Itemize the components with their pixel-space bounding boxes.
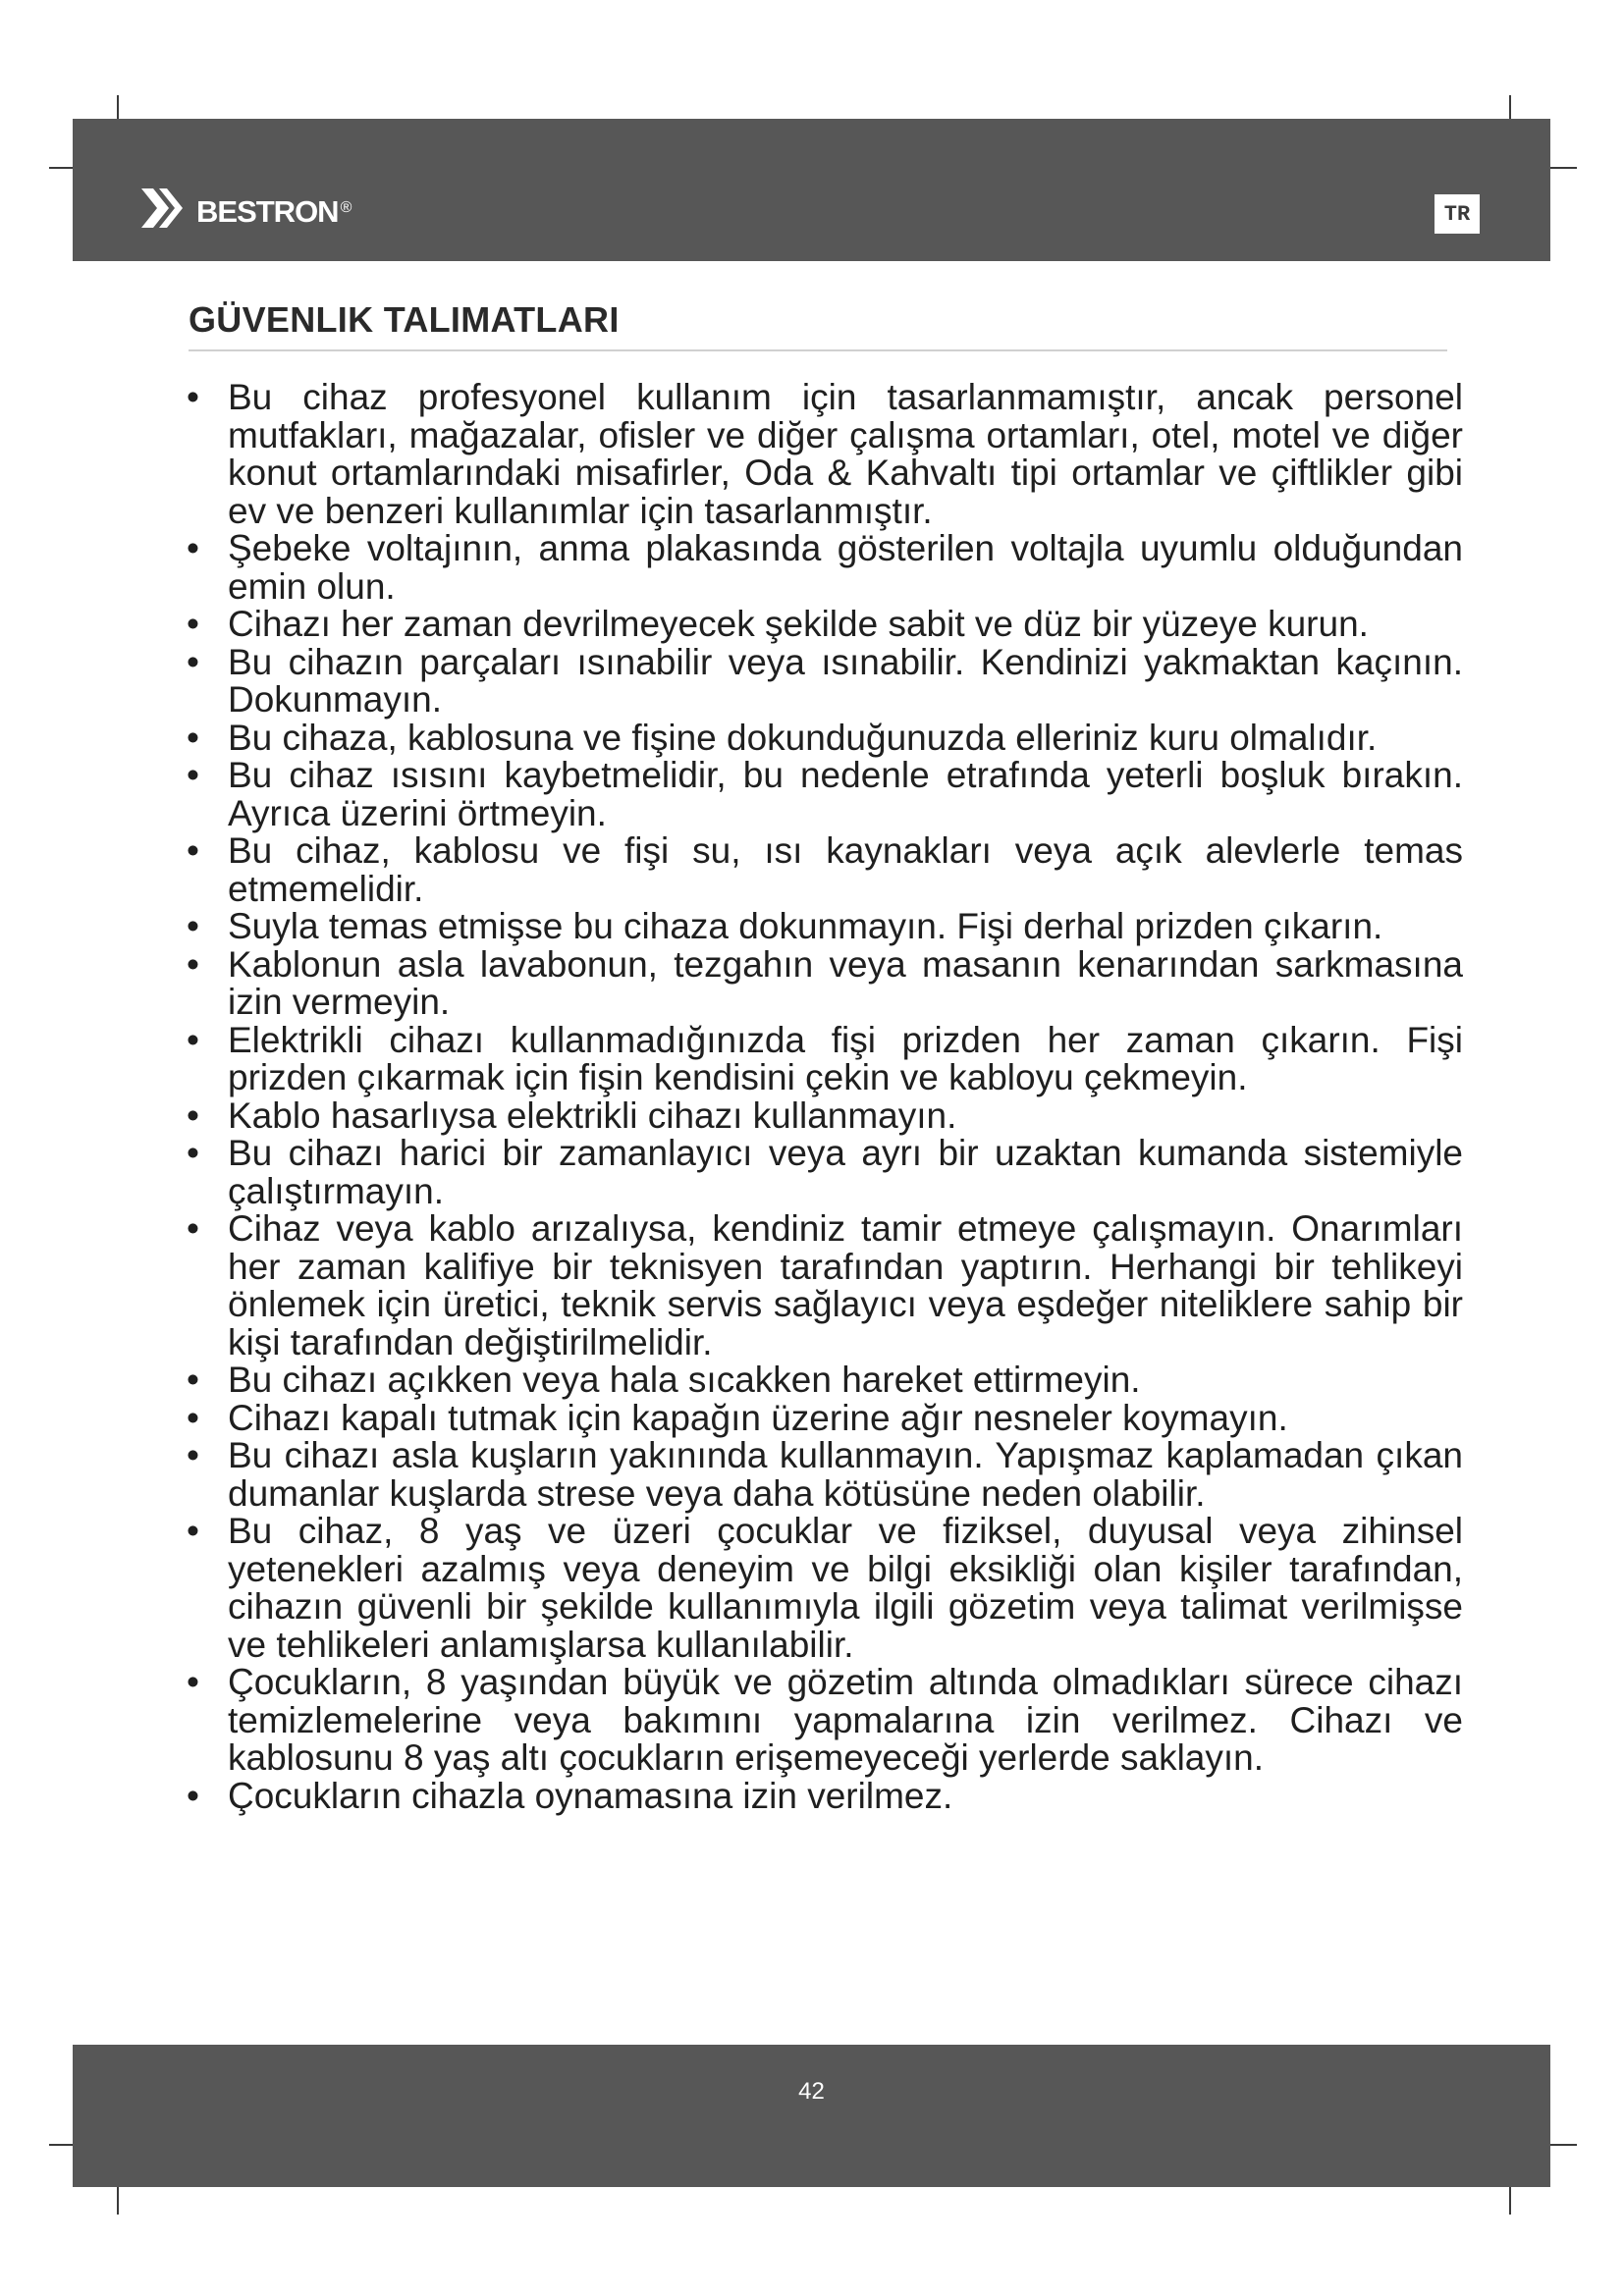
list-item: • Suyla temas etmişse bu cihaza dokunmayın. Fişi derhal prizden çıkarın. xyxy=(187,908,1463,946)
list-item: • Bu cihazı harici bir zamanlayıcı veya ayrı bir uzaktan kumanda sistemiyle çalıştırmayın. xyxy=(187,1135,1463,1210)
title-divider xyxy=(189,349,1447,351)
logo-text: bestron xyxy=(196,184,339,232)
list-item: • Elektrikli cihazı kullanmadığınızda fişi prizden her zaman çıkarın. Fişi prizden çıkarmak için fişin kendisini çekin ve kabloyu çekmeyin. xyxy=(187,1022,1463,1097)
list-item: • Bu cihazın parçaları ısınabilir veya ısınabilir. Kendinizi yakmaktan kaçının. Dokunmayın. xyxy=(187,644,1463,720)
page-title: GÜVENLIK TALIMATLARI xyxy=(189,299,620,340)
page-number: 42 xyxy=(798,2078,825,2105)
list-item: • Çocukların, 8 yaşından büyük ve gözetim altında olmadıkları sürece cihazı temizlemelerine veya bakımını yapmalarına izin verilmez. Cihazı ve kablosunu 8 yaş altı çocukların erişemeyeceği yerlerde saklayın. xyxy=(187,1664,1463,1778)
list-item: • Şebeke voltajının, anma plakasında gösterilen voltajla uyumlu olduğundan emin olun. xyxy=(187,530,1463,606)
list-item: • Bu cihaz, kablosu ve fişi su, ısı kaynakları veya açık alevlerle temas etmemelidir. xyxy=(187,832,1463,908)
list-item: • Cihazı her zaman devrilmeyecek şekilde sabit ve düz bir yüzeye kurun. xyxy=(187,606,1463,644)
safety-instructions-list xyxy=(187,379,1463,1815)
list-item: • Bu cihaz profesyonel kullanım için tasarlanmamıştır, ancak personel mutfakları, mağazalar, ofisler ve diğer çalışma ortamları, otel, motel ve diğer konut ortamlarındaki misafirler, Oda & Kahvaltı tipi ortamlar ve çiftlikler gibi ev ve benzeri kullanımlar için tasarlanmıştır. xyxy=(187,379,1463,530)
list-item: • Kablonun asla lavabonun, tezgahın veya masanın kenarından sarkmasına izin vermeyin. xyxy=(187,946,1463,1022)
header-band xyxy=(73,119,1550,261)
list-item: • Cihazı kapalı tutmak için kapağın üzerine ağır nesneler koymayın. xyxy=(187,1400,1463,1438)
list-item: • Cihaz veya kablo arızalıysa, kendiniz tamir etmeye çalışmayın. Onarımları her zaman kalifiye bir teknisyen tarafından yaptırın. Herhangi bir tehlikeyi önlemek için üretici, teknik servis sağlayıcı veya eşdeğer niteliklere sahip bir kişi tarafından değiştirilmelidir. xyxy=(187,1210,1463,1362)
registered-mark: ® xyxy=(340,199,352,216)
logo-chevron-icon xyxy=(139,188,187,228)
list-item: • Bu cihaz, 8 yaş ve üzeri çocuklar ve fiziksel, duyusal veya zihinsel yetenekleri azalmış veya deneyim ve bilgi eksikliği olan kişiler tarafından, cihazın güvenli bir şekilde kullanımıyla ilgili gözetim veya talimat verilmişse ve tehlikeleri anlamışlarsa kullanılabilir. xyxy=(187,1513,1463,1664)
list-item: • Çocukların cihazla oynamasına izin verilmez. xyxy=(187,1778,1463,1816)
list-item: • Kablo hasarlıysa elektrikli cihazı kullanmayın. xyxy=(187,1097,1463,1136)
list-item: • Bu cihazı asla kuşların yakınında kullanmayın. Yapışmaz kaplamadan çıkan dumanlar kuşlarda strese veya daha kötüsüne neden olabilir. xyxy=(187,1437,1463,1513)
footer-band xyxy=(73,2045,1550,2187)
language-badge: TR xyxy=(1435,194,1480,234)
list-item: • Bu cihaza, kablosuna ve fişine dokunduğunuzda elleriniz kuru olmalıdır. xyxy=(187,720,1463,758)
list-item: • Bu cihaz ısısını kaybetmelidir, bu nedenle etrafında yeterli boşluk bırakın. Ayrıca üzerini örtmeyin. xyxy=(187,757,1463,832)
list-item: • Bu cihazı açıkken veya hala sıcakken hareket ettirmeyin. xyxy=(187,1362,1463,1400)
brand-logo xyxy=(139,184,352,233)
